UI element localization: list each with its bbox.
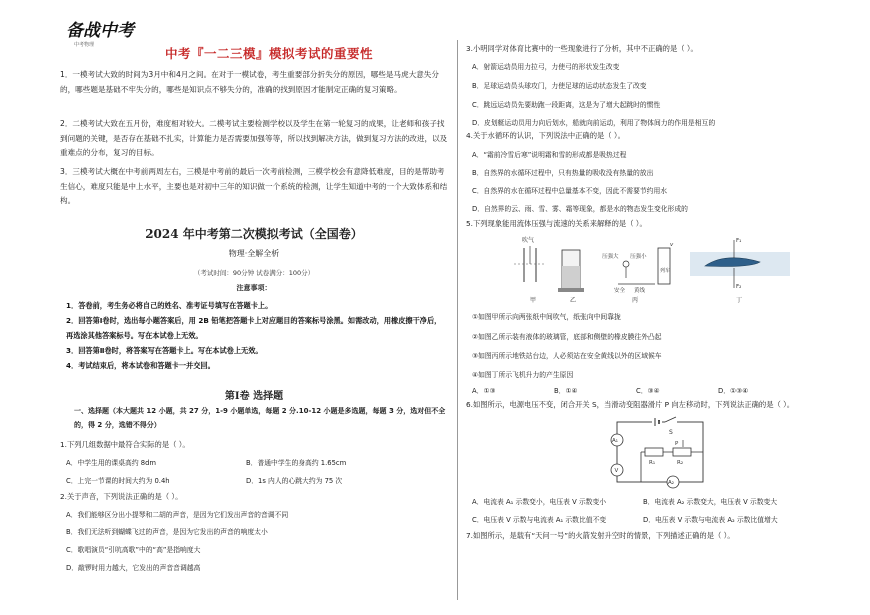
blow-label: 吹气	[522, 237, 535, 244]
exam-subtitle: 物理·全解全析	[228, 249, 280, 258]
section-instructions: 一、选择题（本大题共 12 小题，共 27 分，1-9 小题单选，每题 2 分.10-12 小题是多选题，每题 3 分，选对但不全的，得 2 分，选错不得分）	[74, 407, 446, 429]
figure-ding	[690, 238, 790, 304]
question-6-stem: 6.如图所示，电源电压不变，闭合开关 S，当滑动变阻器滑片 P 向左移动时，下列说法正确的是（ ）。	[466, 400, 795, 409]
velocity-label: v	[670, 242, 674, 248]
train-label: 列车	[660, 268, 671, 274]
question-1-option-a: A．中学生用的课桌高约 8dm	[66, 459, 157, 467]
question-6-circuit	[605, 414, 715, 490]
figure-label-yi: 乙	[570, 297, 577, 304]
yellow-line-label: 黄线	[634, 288, 646, 294]
question-5-stem: 5.下列现象能用流体压强与流速的关系来解释的是（ ）。	[466, 219, 647, 228]
question-1-option-d: D．1s 内人的心跳大约为 75 次	[246, 477, 343, 485]
notice-item: 2．回答第Ⅰ卷时，选出每小题答案后，用 2B 铅笔把答题卡上对应题目的答案标号涂黑。如需改动，用橡皮擦干净后，再选涂其他答案标号。写在本试卷上无效。	[66, 316, 442, 340]
f1-label: F₁	[736, 238, 742, 244]
figure-label-bing: 丙	[632, 297, 639, 304]
question-2-option-a: A．我们能够区分出小提琴和二胡的声音，是因为它们发出声音的音调不同	[66, 511, 289, 519]
intro-paragraph-1: 1．一模考试大致的时间为3月中和4月之间。在对于一模试卷，考生重要部分折失分的原因，哪些是马虎大意失分的，哪些题是基础不牢失分的，哪些是知识点不够失分的，准确的找到原因才能制定正确的复习策略。	[60, 70, 439, 94]
f2-label: F₂	[736, 284, 742, 290]
question-5-option-d: D．①③④	[718, 387, 749, 395]
question-2-stem: 2.关于声音，下列说法正确的是（ ）。	[60, 492, 183, 501]
question-4-option-a: A．“霜前冷雪后寒”说明霜和雪的形成都是吸热过程	[472, 151, 627, 159]
intro-paragraph-2: 2．二模考试大致在五月份，难度相对较大。二模考试主要检测学校以及学生在第一轮复习的成果，让老师和孩子找到问题的关键，是否存在基础不扎实，计算能力是否需要加强等等，所以找到解决方法，做到复习方法的改进，以及重难点的分布，复习的目标。	[60, 119, 448, 157]
question-3-option-c: C．跳远运动员先要助跑一段距离，这是为了增大起跳时的惯性	[472, 101, 661, 109]
ammeter-a1-label: A₁	[612, 438, 618, 444]
ammeter-a2-label: A₂	[668, 480, 674, 486]
question-4-stem: 4.关于水循环的认识，下列说法中正确的是（ ）。	[466, 131, 625, 140]
question-1-option-b: B．普通中学生的身高约 1.65cm	[246, 459, 347, 467]
question-3-option-a: A．射箭运动员用力拉弓，力使弓的形状发生改变	[472, 63, 620, 71]
question-3-option-d: D．皮划艇运动员用力向后划水，船就向前运动，利用了物体间力的作用是相互的	[472, 119, 716, 127]
question-3-stem: 3.小明同学对体育比赛中的一些现象进行了分析，其中不正确的是（ ）。	[466, 44, 698, 53]
question-6-option-a: A．电流表 A₁ 示数变小，电压表 V 示数变小	[472, 498, 607, 506]
question-5-option-c: C．③④	[636, 387, 660, 395]
question-6-option-c: C．电压表 V 示数与电流表 A₁ 示数比值不变	[472, 516, 607, 524]
question-5-statement-4: ④如图丁所示飞机升力的产生原因	[472, 371, 574, 379]
voltmeter-label: V	[614, 468, 619, 474]
notice-item: 4．考试结束后，将本试卷和答题卡一并交回。	[66, 361, 215, 370]
question-4-option-c: C．自然界的水在循环过程中总量基本不变，因此不需要节约用水	[472, 187, 668, 195]
safety-label: 安全	[614, 288, 626, 294]
question-5-figure	[510, 234, 800, 306]
question-5-option-a: A．①③	[472, 387, 496, 395]
question-2-option-d: D．敲锣时用力越大，它发出的声音音调越高	[66, 564, 201, 572]
question-5-statement-3: ③如图丙所示地铁站台边，人必须站在安全黄线以外的区域候车	[472, 352, 662, 360]
notice-list	[60, 298, 448, 373]
column-divider	[457, 40, 458, 600]
banner-title: 中考『一二三模』模拟考试的重要性	[165, 46, 374, 61]
r2-label: R₂	[677, 460, 684, 466]
exam-title: 2024 年中考第二次模拟考试（全国卷）	[145, 227, 363, 241]
question-6-option-b: B．电流表 A₂ 示数变大，电压表 V 示数变大	[643, 498, 778, 506]
low-pressure-label: 压强小	[630, 254, 647, 260]
notice-item: 3．回答第Ⅱ卷时，将答案写在答题卡上。写在本试卷上无效。	[66, 346, 263, 355]
switch-label: S	[669, 429, 673, 436]
question-1-option-c: C．上完一节课的时间大约为 0.4h	[66, 477, 170, 485]
part-heading: 第Ⅰ卷 选择题	[224, 391, 284, 402]
question-5-statement-1: ①如图甲所示向两张纸中间吹气，纸张向中间靠拢	[472, 313, 621, 321]
intro-paragraph-3: 3．三模考试大概在中考前两周左右，三模是中考前的最后一次考前检测，三模学校会有意降低难度，目的是帮助考生信心，难度只能是中上水平，主要也是对初中三年的知识做一个系统的检测，让学生知道中考的一个大致体系和结构。	[60, 167, 448, 205]
notice-item: 1．答卷前，考生务必将自己的姓名、准考证号填写在答题卡上。	[66, 301, 273, 310]
logo-image	[64, 14, 156, 50]
high-pressure-label: 压强大	[602, 254, 619, 260]
r1-label: R₁	[649, 460, 656, 466]
figure-yi	[558, 250, 584, 304]
question-6-option-d: D．电压表 V 示数与电流表 A₂ 示数比值增大	[643, 516, 778, 524]
notice-heading: 注意事项：	[236, 284, 272, 292]
figure-bing	[602, 242, 674, 304]
question-5-option-b: B．①④	[554, 387, 578, 395]
svg-text:中考物理: 中考物理	[74, 42, 95, 48]
question-5-statement-2: ②如图乙所示装有液体的玻璃管，底部和侧壁的橡皮膜往外凸起	[472, 333, 662, 341]
svg-text:备战中考: 备战中考	[66, 21, 134, 41]
slider-label: P	[675, 441, 679, 447]
figure-label-jia: 甲	[530, 297, 537, 304]
question-4-option-b: B．自然界的水循环过程中，只有热量的吸收没有热量的放出	[472, 169, 654, 177]
question-4-option-d: D．自然界的云、雨、雪、雾、霜等现象，都是水的物态发生变化形成的	[472, 205, 688, 213]
figure-jia	[514, 236, 546, 304]
question-3-option-b: B．足球运动员头球攻门，力使足球的运动状态发生了改变	[472, 82, 647, 90]
question-2-option-c: C．歌唱演员“引吭高歌”中的“高”是指响度大	[66, 546, 201, 554]
figure-label-ding: 丁	[736, 297, 743, 304]
question-2-option-b: B．我们无法听到蝴蝶飞过的声音，是因为它发出的声音的响度太小	[66, 528, 268, 536]
exam-meta: （考试时间：90分钟 试卷满分：100分）	[193, 269, 315, 277]
question-7-stem: 7.如图所示，是载有“天问一号”的火箭发射升空时的情景，下列描述正确的是（ ）。	[466, 531, 735, 540]
question-1-stem: 1.下列几组数据中最符合实际的是（ ）。	[60, 440, 190, 449]
logo	[64, 14, 156, 50]
